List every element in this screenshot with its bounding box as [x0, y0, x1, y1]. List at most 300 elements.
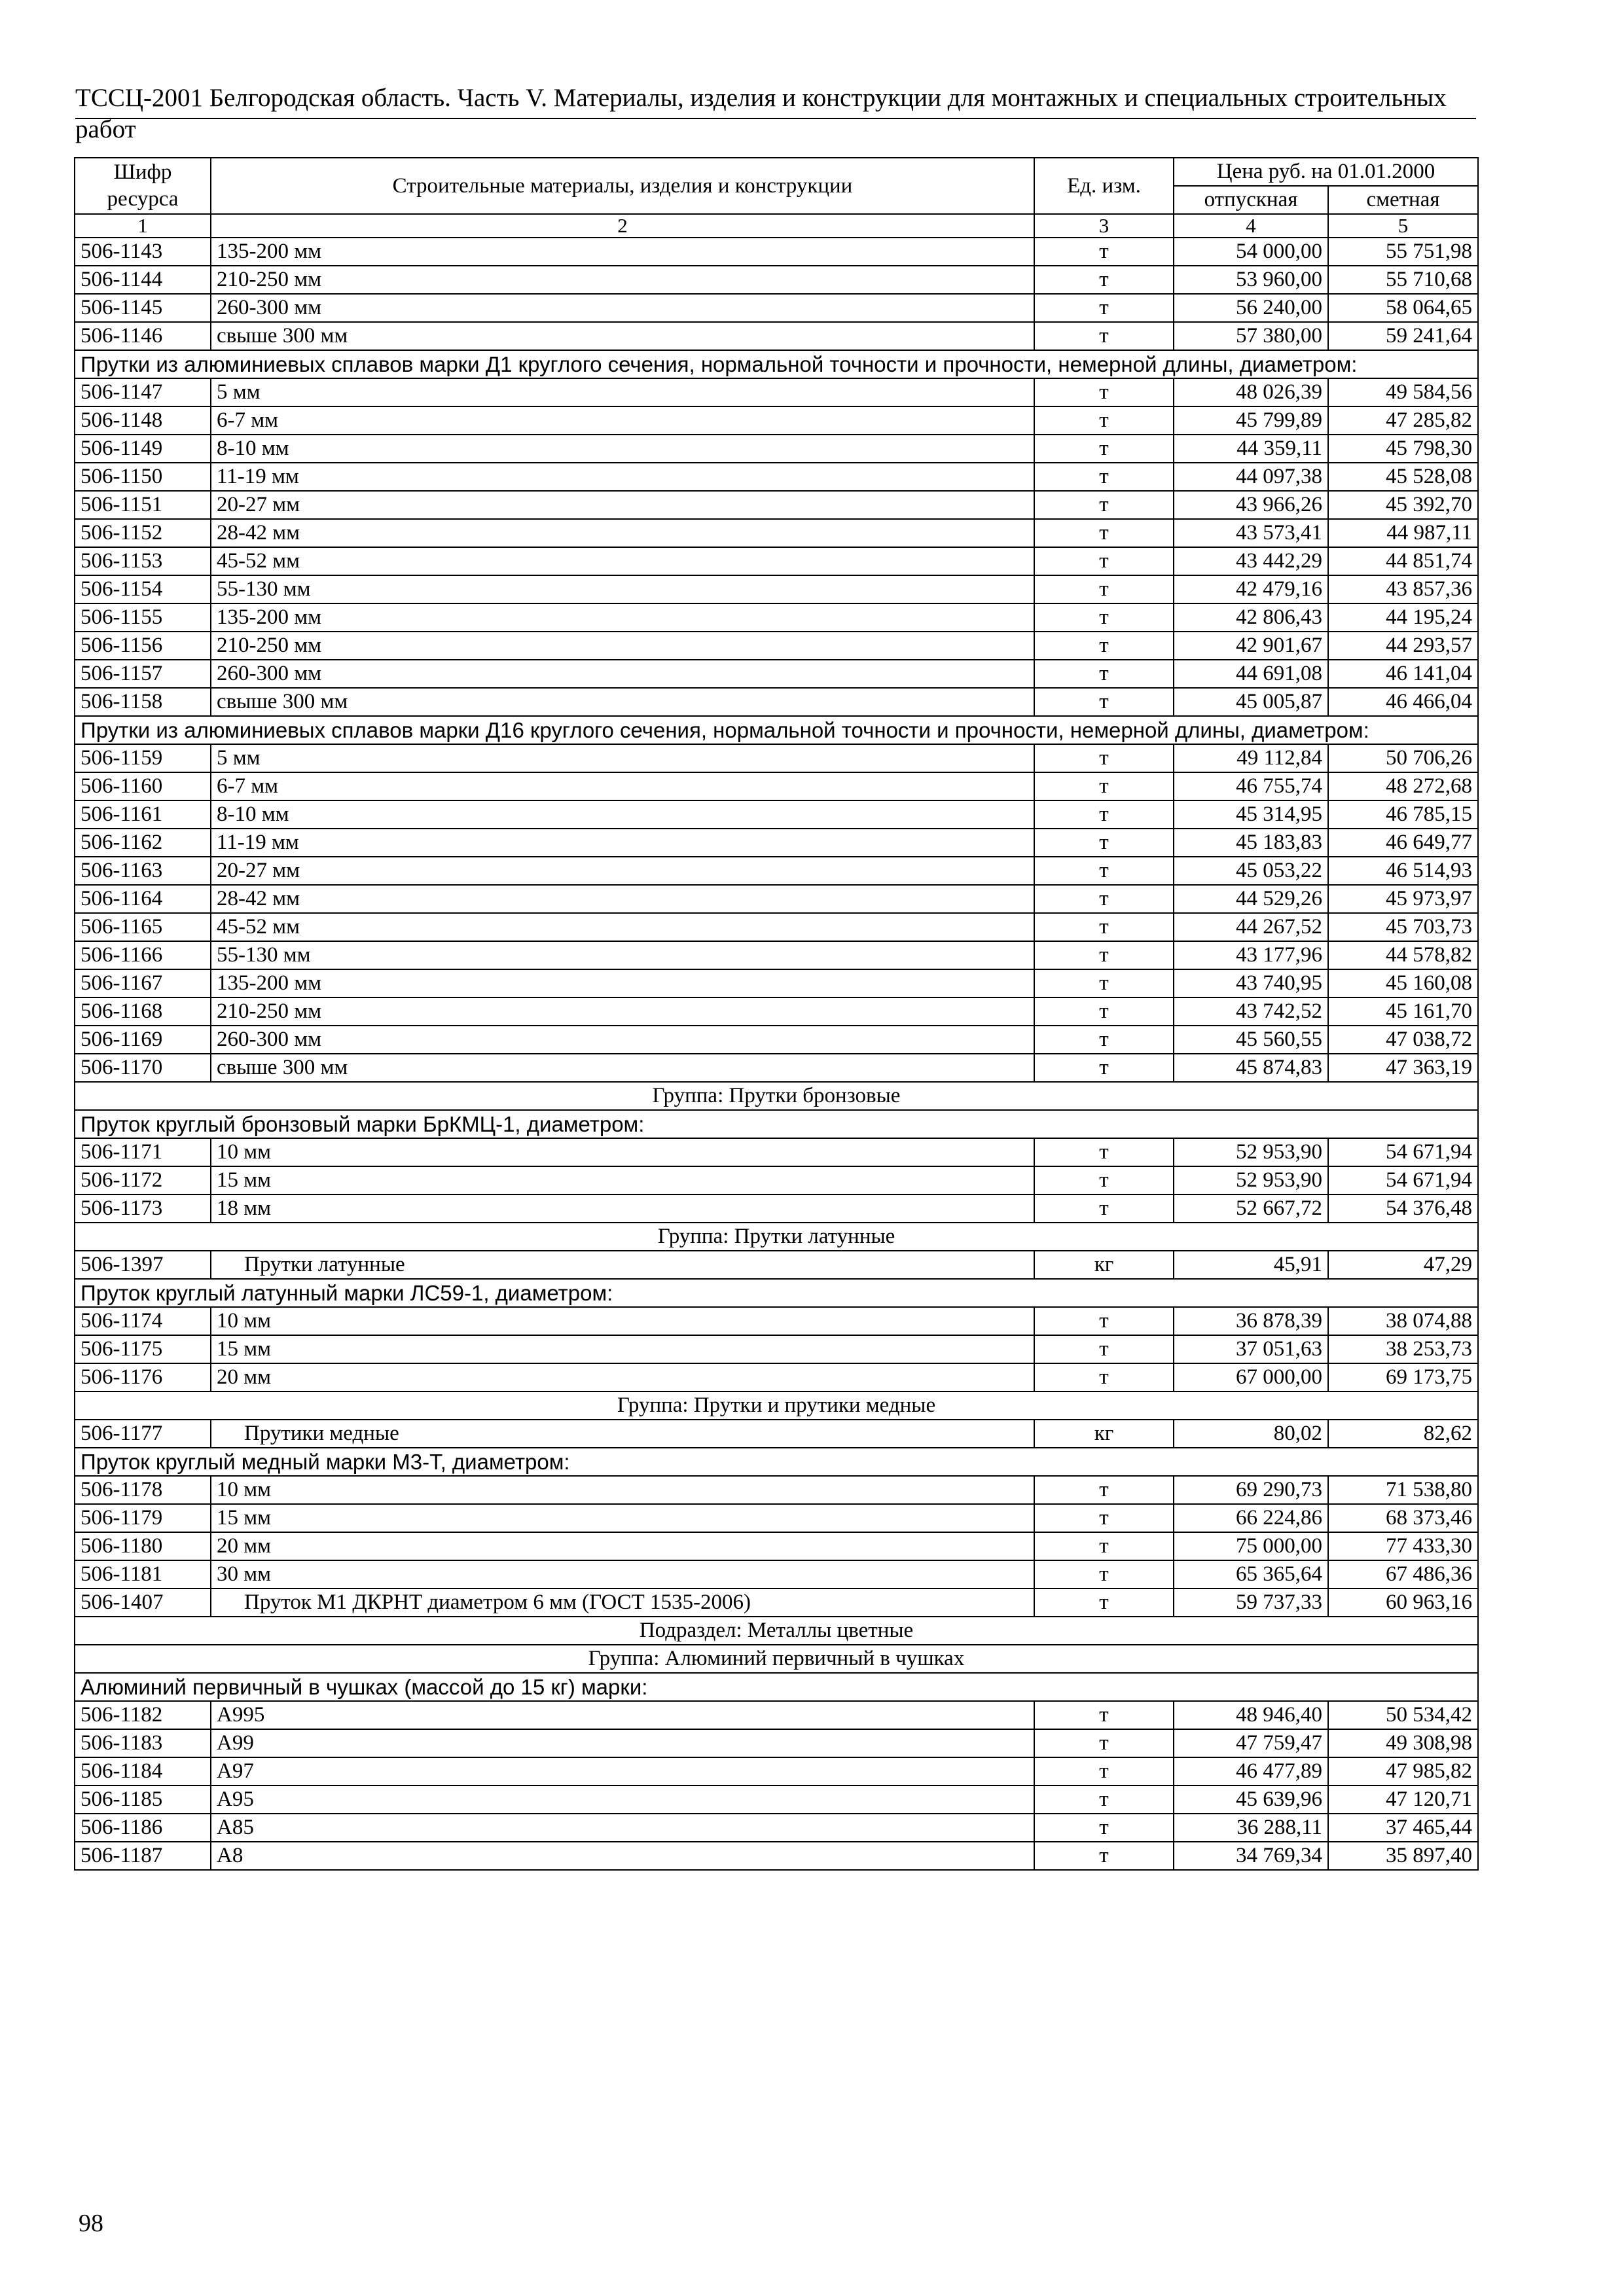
estimate-price: 43 857,36	[1328, 575, 1478, 603]
material-name: 15 мм	[211, 1166, 1034, 1194]
estimate-price: 47 363,19	[1328, 1054, 1478, 1082]
resource-code: 506-1163	[75, 857, 211, 885]
unit-of-measure: т	[1034, 857, 1174, 885]
estimate-price: 37 465,44	[1328, 1814, 1478, 1842]
resource-code: 506-1159	[75, 744, 211, 772]
resource-code: 506-1174	[75, 1307, 211, 1335]
table-row	[75, 547, 1478, 575]
release-price: 44 097,38	[1174, 463, 1328, 491]
table-row	[75, 1476, 1478, 1504]
estimate-price: 38 253,73	[1328, 1335, 1478, 1363]
unit-of-measure: т	[1034, 491, 1174, 519]
resource-code: 506-1155	[75, 603, 211, 632]
material-name: 10 мм	[211, 1476, 1034, 1504]
material-name: 210-250 мм	[211, 632, 1034, 660]
material-name: 210-250 мм	[211, 266, 1034, 294]
estimate-price: 45 528,08	[1328, 463, 1478, 491]
release-price: 53 960,00	[1174, 266, 1328, 294]
table-row	[75, 1757, 1478, 1785]
estimate-price: 54 376,48	[1328, 1194, 1478, 1223]
table-row	[75, 772, 1478, 800]
subgroup-heading: Пруток круглый латунный марки ЛС59-1, диаметром:	[75, 1279, 1478, 1307]
table-row	[75, 519, 1478, 547]
unit-of-measure: т	[1034, 575, 1174, 603]
unit-of-measure: т	[1034, 1814, 1174, 1842]
column-number: 1	[75, 214, 211, 238]
table-body	[75, 238, 1478, 1870]
material-name: Прутки латунные	[211, 1251, 1034, 1279]
estimate-price: 49 584,56	[1328, 378, 1478, 406]
subsection-heading-row	[75, 1617, 1478, 1645]
material-name: 28-42 мм	[211, 519, 1034, 547]
material-name: А995	[211, 1701, 1034, 1729]
material-name: 210-250 мм	[211, 997, 1034, 1026]
table-row	[75, 1814, 1478, 1842]
release-price: 52 953,90	[1174, 1138, 1328, 1166]
subgroup-heading: Прутки из алюминиевых сплавов марки Д1 круглого сечения, нормальной точности и прочности, немерной длины, диаметром:	[75, 350, 1478, 378]
group-heading: Группа: Прутки латунные	[75, 1223, 1478, 1251]
estimate-price: 35 897,40	[1328, 1842, 1478, 1870]
material-name: А85	[211, 1814, 1034, 1842]
release-price: 69 290,73	[1174, 1476, 1328, 1504]
unit-of-measure: т	[1034, 1476, 1174, 1504]
unit-of-measure: т	[1034, 1532, 1174, 1560]
unit-of-measure: т	[1034, 885, 1174, 913]
material-name: 260-300 мм	[211, 1026, 1034, 1054]
resource-code: 506-1182	[75, 1701, 211, 1729]
unit-of-measure: т	[1034, 800, 1174, 829]
unit-of-measure: т	[1034, 1729, 1174, 1757]
header-code: Шифр ресурса	[75, 158, 211, 214]
estimate-price: 54 671,94	[1328, 1138, 1478, 1166]
estimate-price: 45 798,30	[1328, 435, 1478, 463]
table-row	[75, 1842, 1478, 1870]
table-row	[75, 829, 1478, 857]
unit-of-measure: т	[1034, 266, 1174, 294]
material-name: 30 мм	[211, 1560, 1034, 1588]
group-heading-row	[75, 1391, 1478, 1420]
estimate-price: 38 074,88	[1328, 1307, 1478, 1335]
resource-code: 506-1172	[75, 1166, 211, 1194]
resource-code: 506-1167	[75, 969, 211, 997]
unit-of-measure: т	[1034, 378, 1174, 406]
unit-of-measure: т	[1034, 1560, 1174, 1588]
material-name: 11-19 мм	[211, 829, 1034, 857]
unit-of-measure: т	[1034, 1588, 1174, 1617]
release-price: 46 477,89	[1174, 1757, 1328, 1785]
unit-of-measure: т	[1034, 1757, 1174, 1785]
table-row	[75, 688, 1478, 716]
resource-code: 506-1154	[75, 575, 211, 603]
resource-code: 506-1183	[75, 1729, 211, 1757]
estimate-price: 69 173,75	[1328, 1363, 1478, 1391]
price-table	[74, 157, 1479, 1871]
release-price: 48 026,39	[1174, 378, 1328, 406]
subsection-heading: Подраздел: Металлы цветные	[75, 1617, 1478, 1645]
page-title: ТССЦ-2001 Белгородская область. Часть V. Материалы, изделия и конструкции для монтажных и специальных строительных работ	[75, 84, 1447, 143]
material-name: свыше 300 мм	[211, 688, 1034, 716]
material-name: 6-7 мм	[211, 772, 1034, 800]
material-name: А97	[211, 1757, 1034, 1785]
resource-code: 506-1144	[75, 266, 211, 294]
resource-code: 506-1151	[75, 491, 211, 519]
table-row	[75, 1420, 1478, 1448]
table-row	[75, 322, 1478, 350]
release-price: 75 000,00	[1174, 1532, 1328, 1560]
subgroup-heading-row	[75, 350, 1478, 378]
estimate-price: 67 486,36	[1328, 1560, 1478, 1588]
resource-code: 506-1170	[75, 1054, 211, 1082]
header-price: Цена руб. на 01.01.2000	[1174, 158, 1478, 186]
material-name: 135-200 мм	[211, 603, 1034, 632]
material-name: 45-52 мм	[211, 913, 1034, 941]
material-name: 8-10 мм	[211, 435, 1034, 463]
release-price: 48 946,40	[1174, 1701, 1328, 1729]
group-heading-row	[75, 1082, 1478, 1110]
table-row	[75, 857, 1478, 885]
resource-code: 506-1165	[75, 913, 211, 941]
table-row	[75, 1504, 1478, 1532]
table-row	[75, 1251, 1478, 1279]
estimate-price: 47 285,82	[1328, 406, 1478, 435]
estimate-price: 44 578,82	[1328, 941, 1478, 969]
release-price: 34 769,34	[1174, 1842, 1328, 1870]
material-name: свыше 300 мм	[211, 322, 1034, 350]
release-price: 42 901,67	[1174, 632, 1328, 660]
header-estimate-price: сметная	[1328, 186, 1478, 214]
resource-code: 506-1176	[75, 1363, 211, 1391]
material-name: 11-19 мм	[211, 463, 1034, 491]
resource-code: 506-1149	[75, 435, 211, 463]
column-number-row	[75, 214, 1478, 238]
release-price: 45 053,22	[1174, 857, 1328, 885]
estimate-price: 50 706,26	[1328, 744, 1478, 772]
estimate-price: 71 538,80	[1328, 1476, 1478, 1504]
release-price: 43 573,41	[1174, 519, 1328, 547]
estimate-price: 46 466,04	[1328, 688, 1478, 716]
material-name: А95	[211, 1785, 1034, 1814]
unit-of-measure: т	[1034, 463, 1174, 491]
release-price: 45 799,89	[1174, 406, 1328, 435]
unit-of-measure: т	[1034, 660, 1174, 688]
header-unit: Ед. изм.	[1034, 158, 1174, 214]
release-price: 46 755,74	[1174, 772, 1328, 800]
estimate-price: 47 038,72	[1328, 1026, 1478, 1054]
unit-of-measure: т	[1034, 1701, 1174, 1729]
material-name: 15 мм	[211, 1335, 1034, 1363]
estimate-price: 44 987,11	[1328, 519, 1478, 547]
material-name: 20-27 мм	[211, 491, 1034, 519]
material-name: 45-52 мм	[211, 547, 1034, 575]
release-price: 45,91	[1174, 1251, 1328, 1279]
table-row	[75, 1026, 1478, 1054]
column-number: 2	[211, 214, 1034, 238]
estimate-price: 45 703,73	[1328, 913, 1478, 941]
resource-code: 506-1156	[75, 632, 211, 660]
estimate-price: 46 649,77	[1328, 829, 1478, 857]
subgroup-heading-row	[75, 1448, 1478, 1476]
table-row	[75, 969, 1478, 997]
resource-code: 506-1150	[75, 463, 211, 491]
estimate-price: 59 241,64	[1328, 322, 1478, 350]
unit-of-measure: т	[1034, 1785, 1174, 1814]
resource-code: 506-1168	[75, 997, 211, 1026]
table-row	[75, 913, 1478, 941]
material-name: 260-300 мм	[211, 660, 1034, 688]
table-row	[75, 997, 1478, 1026]
release-price: 36 288,11	[1174, 1814, 1328, 1842]
estimate-price: 82,62	[1328, 1420, 1478, 1448]
resource-code: 506-1177	[75, 1420, 211, 1448]
unit-of-measure: т	[1034, 632, 1174, 660]
resource-code: 506-1160	[75, 772, 211, 800]
table-row	[75, 1560, 1478, 1588]
estimate-price: 46 785,15	[1328, 800, 1478, 829]
table-row	[75, 1307, 1478, 1335]
release-price: 45 183,83	[1174, 829, 1328, 857]
subgroup-heading: Пруток круглый бронзовый марки БрКМЦ-1, диаметром:	[75, 1110, 1478, 1138]
subgroup-heading-row	[75, 1673, 1478, 1701]
release-price: 43 740,95	[1174, 969, 1328, 997]
subgroup-heading-row	[75, 1110, 1478, 1138]
unit-of-measure: т	[1034, 1166, 1174, 1194]
group-heading: Группа: Алюминий первичный в чушках	[75, 1645, 1478, 1673]
group-heading-row	[75, 1223, 1478, 1251]
table-row	[75, 941, 1478, 969]
resource-code: 506-1145	[75, 294, 211, 322]
resource-code: 506-1147	[75, 378, 211, 406]
material-name: 5 мм	[211, 378, 1034, 406]
material-name: 135-200 мм	[211, 238, 1034, 266]
material-name: 28-42 мм	[211, 885, 1034, 913]
material-name: Пруток М1 ДКРНТ диаметром 6 мм (ГОСТ 1535-2006)	[211, 1588, 1034, 1617]
table-row	[75, 1166, 1478, 1194]
resource-code: 506-1173	[75, 1194, 211, 1223]
release-price: 66 224,86	[1174, 1504, 1328, 1532]
table-row	[75, 1194, 1478, 1223]
table-row	[75, 435, 1478, 463]
material-name: 135-200 мм	[211, 969, 1034, 997]
unit-of-measure: т	[1034, 744, 1174, 772]
unit-of-measure: т	[1034, 435, 1174, 463]
table-row	[75, 1588, 1478, 1617]
release-price: 43 177,96	[1174, 941, 1328, 969]
table-row	[75, 603, 1478, 632]
unit-of-measure: т	[1034, 603, 1174, 632]
unit-of-measure: т	[1034, 969, 1174, 997]
unit-of-measure: т	[1034, 688, 1174, 716]
table-row	[75, 406, 1478, 435]
unit-of-measure: т	[1034, 772, 1174, 800]
table-row	[75, 1785, 1478, 1814]
table-row	[75, 1532, 1478, 1560]
resource-code: 506-1185	[75, 1785, 211, 1814]
table-header	[75, 158, 1478, 238]
estimate-price: 68 373,46	[1328, 1504, 1478, 1532]
resource-code: 506-1175	[75, 1335, 211, 1363]
resource-code: 506-1157	[75, 660, 211, 688]
resource-code: 506-1180	[75, 1532, 211, 1560]
release-price: 45 005,87	[1174, 688, 1328, 716]
material-name: 6-7 мм	[211, 406, 1034, 435]
release-price: 42 806,43	[1174, 603, 1328, 632]
table-row	[75, 632, 1478, 660]
estimate-price: 60 963,16	[1328, 1588, 1478, 1617]
unit-of-measure: т	[1034, 1138, 1174, 1166]
table-row	[75, 1054, 1478, 1082]
unit-of-measure: т	[1034, 829, 1174, 857]
material-name: 20 мм	[211, 1532, 1034, 1560]
resource-code: 506-1158	[75, 688, 211, 716]
unit-of-measure: т	[1034, 294, 1174, 322]
page-number: 98	[79, 2210, 103, 2237]
resource-code: 506-1148	[75, 406, 211, 435]
estimate-price: 44 851,74	[1328, 547, 1478, 575]
table-row	[75, 1138, 1478, 1166]
release-price: 43 966,26	[1174, 491, 1328, 519]
unit-of-measure: т	[1034, 238, 1174, 266]
group-heading: Группа: Прутки и прутики медные	[75, 1391, 1478, 1420]
table-row	[75, 800, 1478, 829]
header-release-price: отпускная	[1174, 186, 1328, 214]
estimate-price: 47 120,71	[1328, 1785, 1478, 1814]
material-name: 8-10 мм	[211, 800, 1034, 829]
estimate-price: 48 272,68	[1328, 772, 1478, 800]
estimate-price: 45 973,97	[1328, 885, 1478, 913]
release-price: 44 529,26	[1174, 885, 1328, 913]
table-row	[75, 1335, 1478, 1363]
unit-of-measure: т	[1034, 1842, 1174, 1870]
release-price: 65 365,64	[1174, 1560, 1328, 1588]
resource-code: 506-1407	[75, 1588, 211, 1617]
estimate-price: 45 160,08	[1328, 969, 1478, 997]
unit-of-measure: т	[1034, 997, 1174, 1026]
resource-code: 506-1397	[75, 1251, 211, 1279]
resource-code: 506-1146	[75, 322, 211, 350]
resource-code: 506-1143	[75, 238, 211, 266]
resource-code: 506-1153	[75, 547, 211, 575]
release-price: 49 112,84	[1174, 744, 1328, 772]
unit-of-measure: т	[1034, 1307, 1174, 1335]
column-number: 5	[1328, 214, 1478, 238]
unit-of-measure: т	[1034, 1026, 1174, 1054]
material-name: 20-27 мм	[211, 857, 1034, 885]
release-price: 45 639,96	[1174, 1785, 1328, 1814]
group-heading: Группа: Прутки бронзовые	[75, 1082, 1478, 1110]
table-row	[75, 491, 1478, 519]
estimate-price: 46 141,04	[1328, 660, 1478, 688]
unit-of-measure: т	[1034, 406, 1174, 435]
resource-code: 506-1152	[75, 519, 211, 547]
resource-code: 506-1166	[75, 941, 211, 969]
table-row	[75, 1729, 1478, 1757]
table-row	[75, 1363, 1478, 1391]
release-price: 45 874,83	[1174, 1054, 1328, 1082]
estimate-price: 44 293,57	[1328, 632, 1478, 660]
table-row	[75, 294, 1478, 322]
unit-of-measure: т	[1034, 519, 1174, 547]
table-row	[75, 1701, 1478, 1729]
subgroup-heading-row	[75, 716, 1478, 744]
unit-of-measure: т	[1034, 1363, 1174, 1391]
release-price: 37 051,63	[1174, 1335, 1328, 1363]
subgroup-heading: Пруток круглый медный марки М3-Т, диаметром:	[75, 1448, 1478, 1476]
release-price: 45 560,55	[1174, 1026, 1328, 1054]
subgroup-heading: Алюминий первичный в чушках (массой до 15 кг) марки:	[75, 1673, 1478, 1701]
estimate-price: 55 710,68	[1328, 266, 1478, 294]
material-name: 15 мм	[211, 1504, 1034, 1532]
resource-code: 506-1184	[75, 1757, 211, 1785]
title-divider	[75, 118, 1476, 119]
estimate-price: 45 392,70	[1328, 491, 1478, 519]
material-name: 55-130 мм	[211, 575, 1034, 603]
estimate-price: 45 161,70	[1328, 997, 1478, 1026]
subgroup-heading-row	[75, 1279, 1478, 1307]
material-name: А8	[211, 1842, 1034, 1870]
header-name: Строительные материалы, изделия и конструкции	[211, 158, 1034, 214]
resource-code: 506-1169	[75, 1026, 211, 1054]
release-price: 57 380,00	[1174, 322, 1328, 350]
resource-code: 506-1187	[75, 1842, 211, 1870]
unit-of-measure: т	[1034, 913, 1174, 941]
resource-code: 506-1178	[75, 1476, 211, 1504]
unit-of-measure: т	[1034, 322, 1174, 350]
resource-code: 506-1164	[75, 885, 211, 913]
table-row	[75, 660, 1478, 688]
material-name: 18 мм	[211, 1194, 1034, 1223]
material-name: 20 мм	[211, 1363, 1034, 1391]
unit-of-measure: т	[1034, 1504, 1174, 1532]
material-name: Прутики медные	[211, 1420, 1034, 1448]
table-row	[75, 238, 1478, 266]
release-price: 36 878,39	[1174, 1307, 1328, 1335]
release-price: 56 240,00	[1174, 294, 1328, 322]
unit-of-measure: кг	[1034, 1420, 1174, 1448]
group-heading-row	[75, 1645, 1478, 1673]
estimate-price: 54 671,94	[1328, 1166, 1478, 1194]
resource-code: 506-1179	[75, 1504, 211, 1532]
material-name: свыше 300 мм	[211, 1054, 1034, 1082]
table-row	[75, 378, 1478, 406]
estimate-price: 47,29	[1328, 1251, 1478, 1279]
material-name: 260-300 мм	[211, 294, 1034, 322]
release-price: 67 000,00	[1174, 1363, 1328, 1391]
subgroup-heading: Прутки из алюминиевых сплавов марки Д16 круглого сечения, нормальной точности и прочности, немерной длины, диаметром:	[75, 716, 1478, 744]
unit-of-measure: т	[1034, 1054, 1174, 1082]
resource-code: 506-1181	[75, 1560, 211, 1588]
column-number: 3	[1034, 214, 1174, 238]
material-name: 55-130 мм	[211, 941, 1034, 969]
estimate-price: 55 751,98	[1328, 238, 1478, 266]
resource-code: 506-1161	[75, 800, 211, 829]
resource-code: 506-1186	[75, 1814, 211, 1842]
estimate-price: 49 308,98	[1328, 1729, 1478, 1757]
release-price: 47 759,47	[1174, 1729, 1328, 1757]
material-name: 10 мм	[211, 1138, 1034, 1166]
unit-of-measure: т	[1034, 1194, 1174, 1223]
table-row	[75, 885, 1478, 913]
release-price: 44 267,52	[1174, 913, 1328, 941]
material-name: А99	[211, 1729, 1034, 1757]
table-row	[75, 575, 1478, 603]
estimate-price: 47 985,82	[1328, 1757, 1478, 1785]
material-name: 10 мм	[211, 1307, 1034, 1335]
estimate-price: 77 433,30	[1328, 1532, 1478, 1560]
release-price: 44 691,08	[1174, 660, 1328, 688]
release-price: 80,02	[1174, 1420, 1328, 1448]
estimate-price: 44 195,24	[1328, 603, 1478, 632]
release-price: 44 359,11	[1174, 435, 1328, 463]
